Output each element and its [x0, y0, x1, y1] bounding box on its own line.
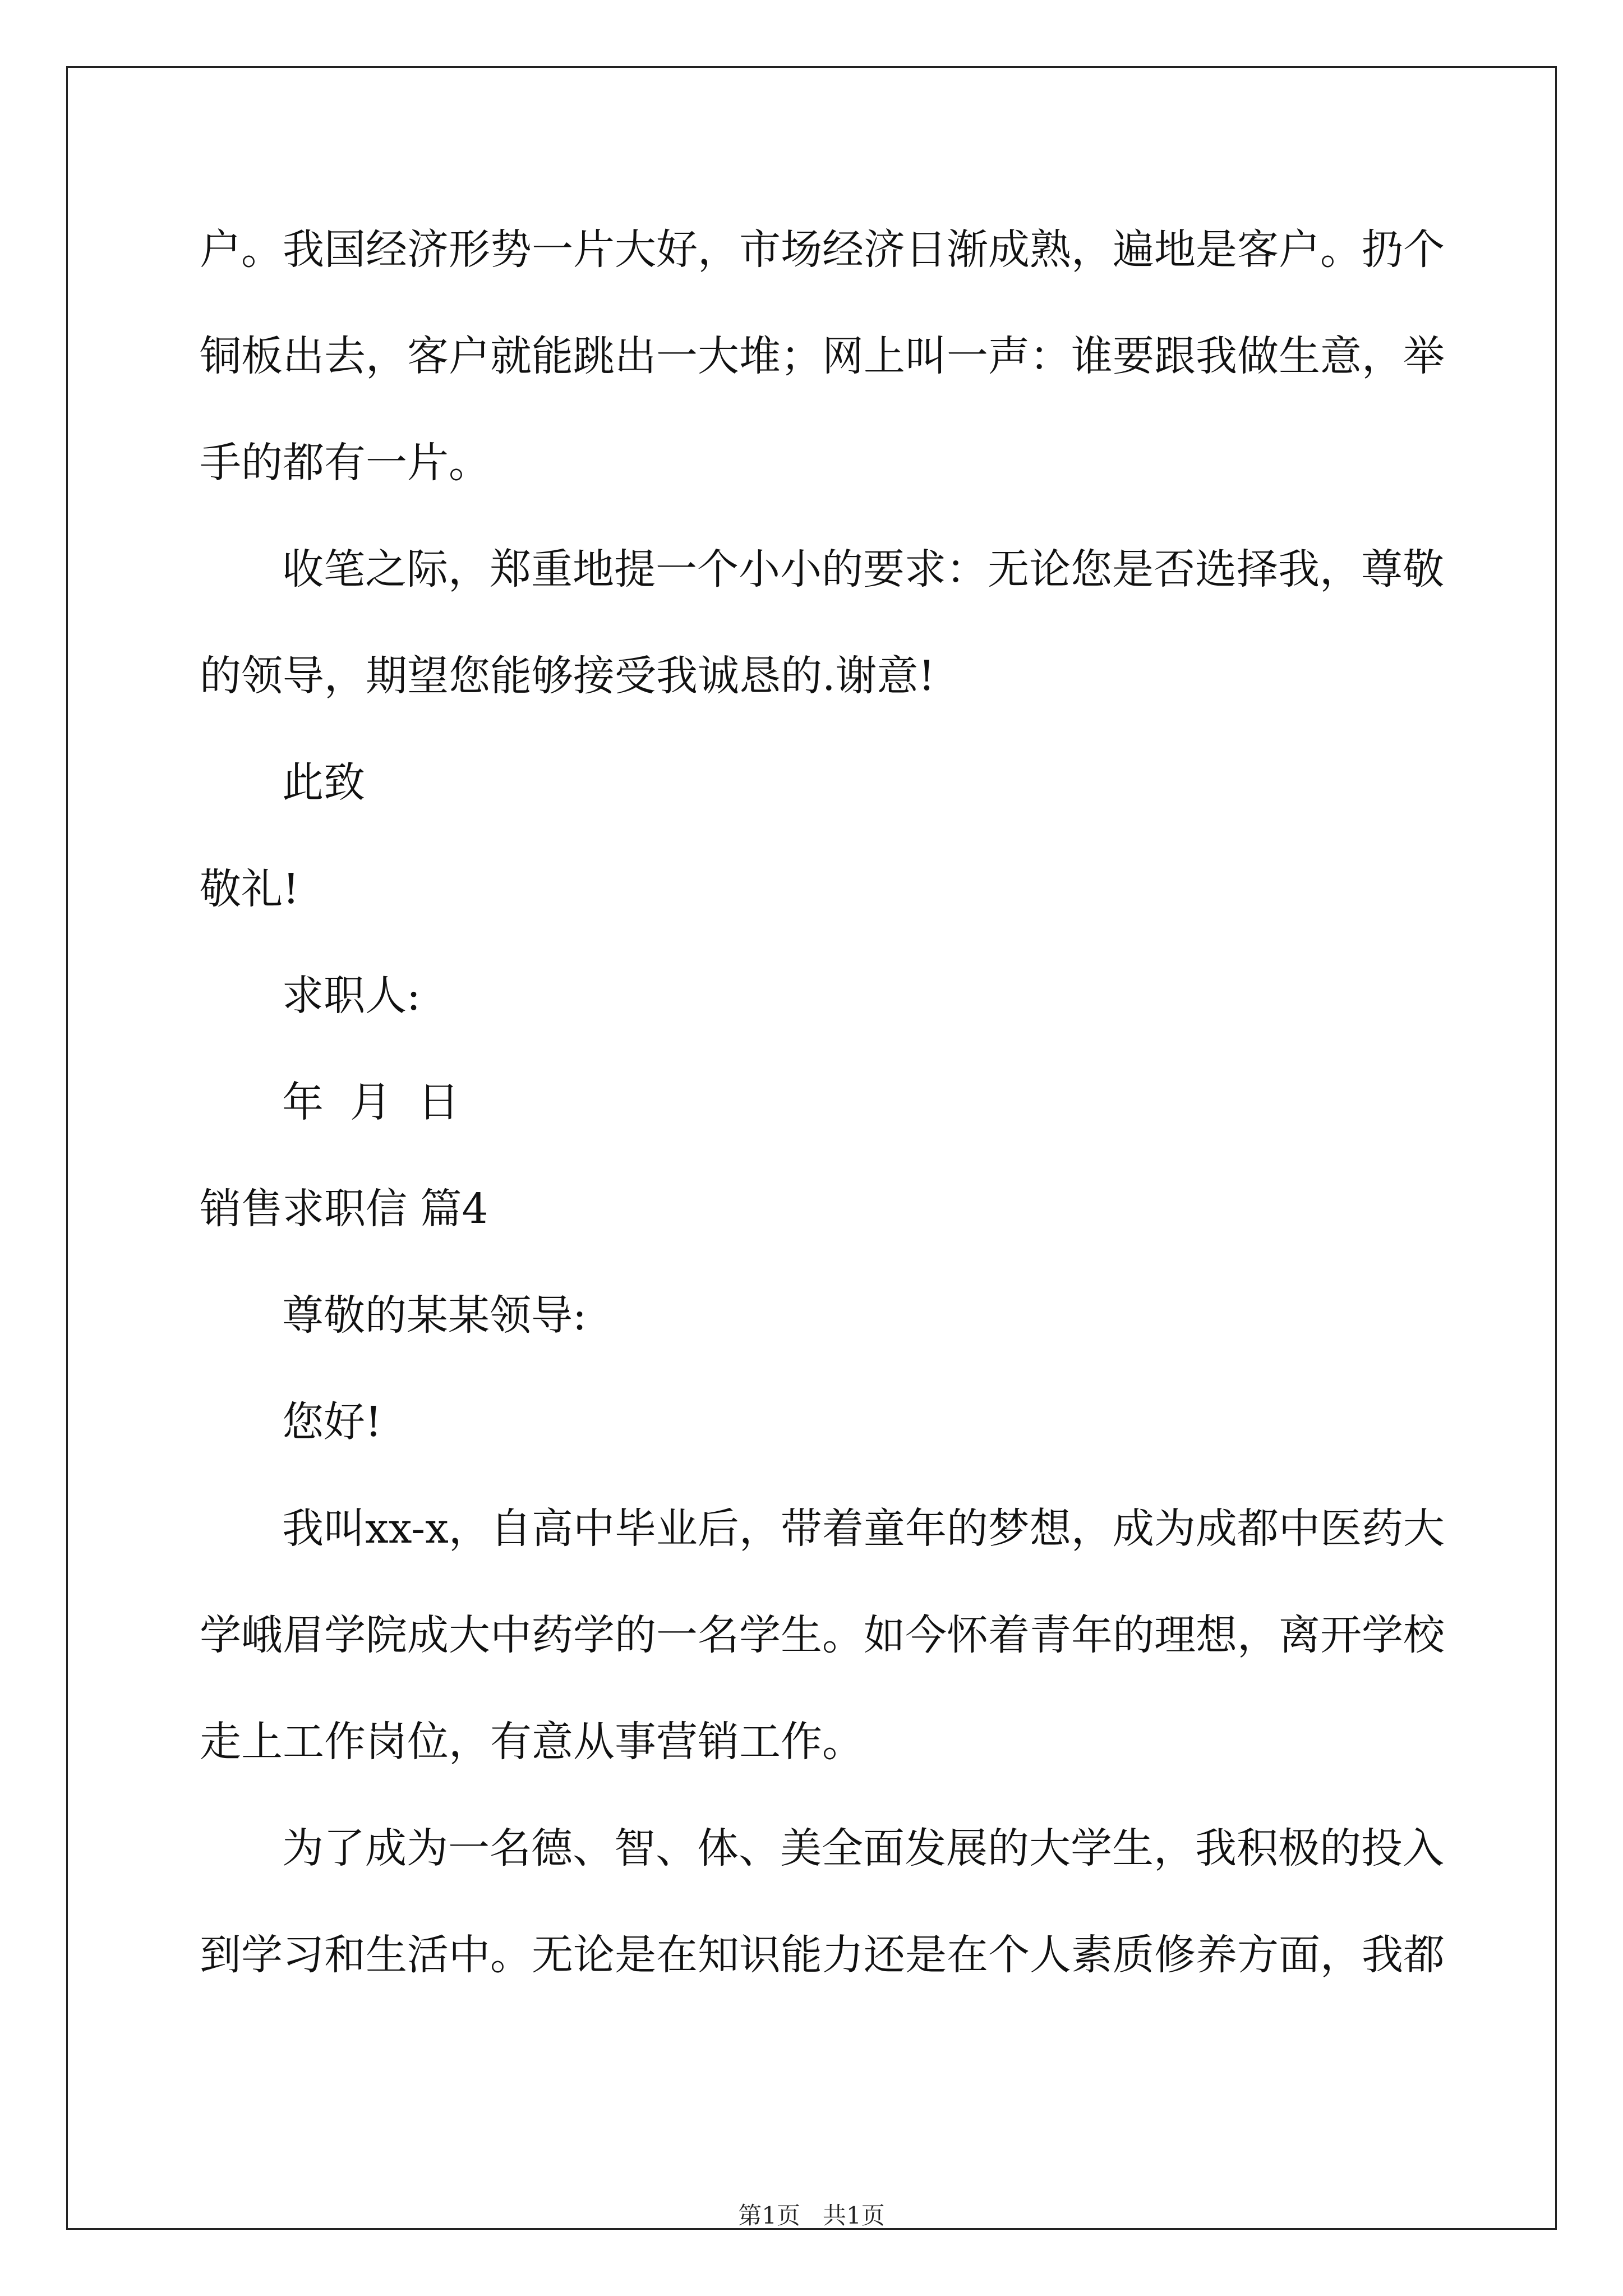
paragraph-line: 为了成为一名德、智、体、美全面发展的大学生，我积极的投入	[282, 1824, 1444, 1872]
section-heading: 销售求职信 篇4	[200, 1185, 488, 1233]
date-line: 年 月 日	[282, 1078, 460, 1126]
paragraph-line: 铜板出去，客户就能跳出一大堆；网上叫一声：谁要跟我做生意，举	[200, 332, 1445, 380]
paragraph-line: 手的都有一片。	[200, 439, 490, 487]
paragraph-line: 的领导，期望您能够接受我诚恳的.谢意!	[200, 652, 935, 700]
paragraph-line: 到学习和生活中。无论是在知识能力还是在个人素质修养方面，我都	[200, 1931, 1445, 1979]
closing-regards: 敬礼!	[200, 865, 299, 913]
page-border	[66, 66, 1557, 2230]
greeting-line: 您好!	[282, 1398, 382, 1446]
page-number-footer: 第1页 共1页	[738, 2202, 885, 2229]
closing-salutation: 此致	[282, 758, 365, 807]
paragraph-line: 学峨眉学院成大中药学的一名学生。如今怀着青年的理想，离开学校	[200, 1611, 1445, 1659]
paragraph-line: 走上工作岗位，有意从事营销工作。	[200, 1718, 864, 1766]
paragraph-line: 收笔之际，郑重地提一个小小的要求：无论您是否选择我，尊敬	[282, 545, 1444, 593]
signature-label: 求职人:	[282, 972, 421, 1020]
paragraph-line: 我叫xx-x，自高中毕业后，带着童年的梦想，成为成都中医药大	[282, 1504, 1445, 1553]
paragraph-line: 户。我国经济形势一片大好，市场经济日渐成熟，遍地是客户。扔个	[200, 226, 1445, 274]
greeting-line: 尊敬的某某领导:	[282, 1291, 587, 1340]
